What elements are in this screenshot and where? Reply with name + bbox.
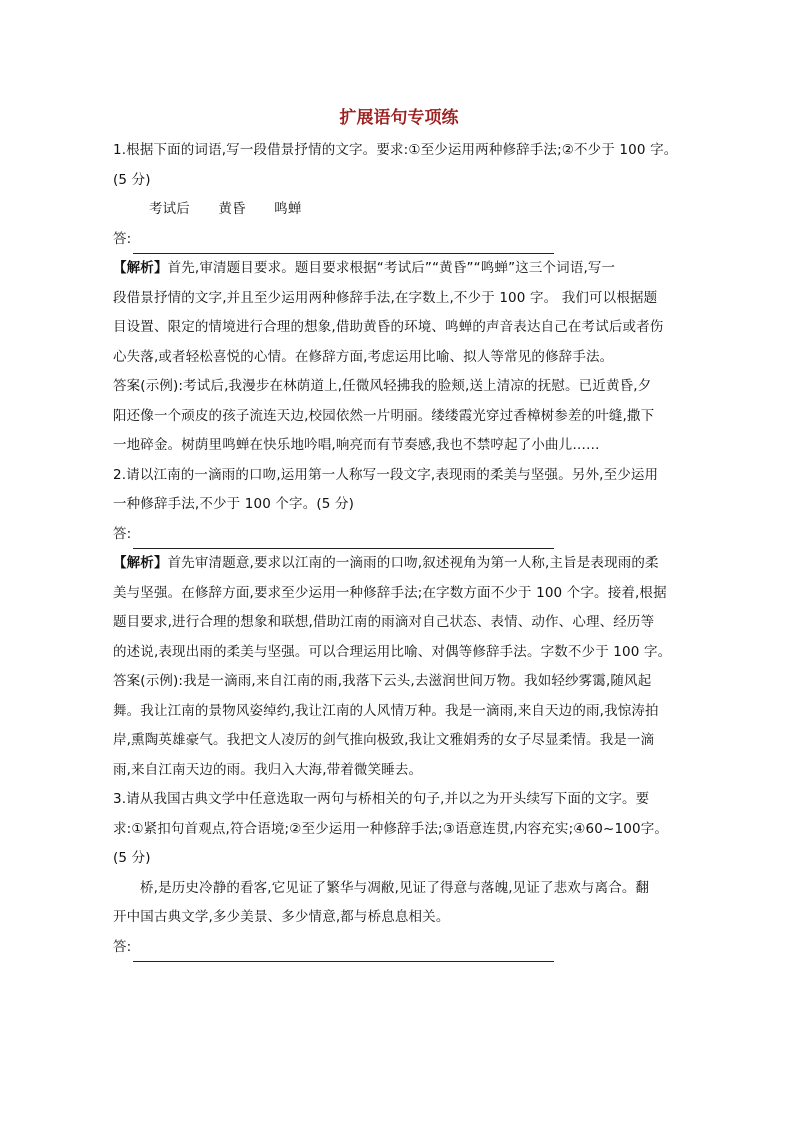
- question-1-line-1: 1.根据下面的词语,写一段借景抒情的文字。要求:①至少运用两种修辞手法;②不少于 100 字。: [113, 142, 678, 158]
- question-1-analysis-line-4: 心失落,或者轻松喜悦的心情。在修辞方面,考虑运用比喻、拟人等常见的修辞手法。: [113, 348, 614, 365]
- question-3-line-2: 求:①紧扣句首观点,符合语境;②至少运用一种修辞手法;③语意连贯,内容充实;④60~100字。: [113, 820, 668, 837]
- question-1-line-2: (5 分): [113, 171, 151, 188]
- question-3-passage-line-1: 桥,是历史冷静的看客,它见证了繁华与凋敝,见证了得意与落魄,见证了悲欢与离合。翻: [140, 879, 650, 896]
- question-1-analysis-line-2: 段借景抒情的文字,并且至少运用两种修辞手法,在字数上,不少于 100 字。 我们可以根据题: [113, 289, 658, 306]
- question-2-answer-line: [113, 520, 685, 550]
- analysis-tag: 【解析】: [113, 260, 168, 276]
- analysis-tag: 【解析】: [113, 555, 168, 571]
- page-title: 扩展语句专项练: [339, 108, 459, 128]
- question-1-answer-line: [113, 225, 685, 255]
- question-1-analysis-line-3: 目设置、限定的情境进行合理的想象,借助黄昏的环境、鸣蝉的声音表达自己在考试后或者伤: [113, 319, 664, 335]
- question-2-sample-line-1: 答案(示例):我是一滴雨,来自江南的雨,我落下云头,去滋润世间万物。我如轻纱雾霭,随风起: [113, 673, 652, 689]
- answer-label: 答:: [113, 938, 132, 955]
- question-1-sample-line-2: 阳还像一个顽皮的孩子流连天边,校园依然一片明丽。缕缕霞光穿过香樟树参差的叶缝,撒下: [113, 407, 655, 424]
- analysis-text: 首先审清题意,要求以江南的一滴雨的口吻,叙述视角为第一人称,主旨是表现雨的柔: [167, 555, 659, 571]
- answer-label: 答:: [113, 525, 132, 542]
- question-1-words: [113, 195, 685, 225]
- question-1: [113, 136, 685, 461]
- question-2-line-2: 一种修辞手法,不少于 100 个字。(5 分): [113, 496, 355, 512]
- question-3-passage-line-2: 开中国古典文学,多少美景、多少情意,都与桥息息相关。: [113, 909, 450, 925]
- answer-blank[interactable]: [133, 233, 554, 254]
- question-1-sample-line-1: 答案(示例):考试后,我漫步在林荫道上,任微风轻拂我的脸颊,送上清凉的抚慰。已近黄昏,夕: [113, 378, 652, 394]
- answer-blank[interactable]: [133, 941, 554, 962]
- question-2-analysis-line-3: 题目要求,进行合理的想象和联想,借助江南的雨滴对自己状态、表情、动作、心理、经历等: [113, 614, 655, 630]
- analysis-text: 首先,审清题目要求。题目要求根据“考试后”“黄昏”“鸣蝉”这三个词语,写一: [167, 260, 616, 276]
- question-2-analysis-line-1: [113, 549, 685, 579]
- question-1-sample-line-3: 一地碎金。树荫里鸣蝉在快乐地吟唱,响亮而有节奏感,我也不禁哼起了小曲儿……: [113, 437, 600, 453]
- word-1: 考试后: [149, 201, 190, 217]
- word-2: 黄昏: [218, 201, 246, 217]
- question-2-sample-line-4: 雨,来自江南天边的雨。我归入大海,带着微笑睡去。: [113, 761, 423, 778]
- question-2-sample-line-2: 舞。我让江南的景物风姿绰约,我让江南的人风情万种。我是一滴雨,来自天边的雨,我惊涛拍: [113, 702, 659, 719]
- question-3-line-3: (5 分): [113, 850, 151, 866]
- question-2-analysis-line-4: 的述说,表现出雨的柔美与坚强。可以合理运用比喻、对偶等修辞手法。字数不少于 100 字。: [113, 643, 672, 660]
- question-2: [113, 461, 685, 786]
- question-3-line-1: 3.请从我国古典文学中任意选取一两句与桥相关的句子,并以之为开头续写下面的文字。要: [113, 791, 650, 807]
- answer-blank[interactable]: [133, 528, 554, 549]
- question-3: [113, 785, 685, 962]
- question-2-sample-line-3: 岸,熏陶英雄豪气。我把文人凌厉的剑气推向极致,我让文雅娟秀的女子尽显柔情。我是一滴: [113, 732, 655, 748]
- answer-label: 答:: [113, 230, 132, 247]
- document-page: [113, 106, 685, 962]
- question-2-analysis-line-2: 美与坚强。在修辞方面,要求至少运用一种修辞手法;在字数方面不少于 100 个字。接着,根据: [113, 584, 667, 601]
- word-3: 鸣蝉: [274, 201, 302, 217]
- question-3-answer-line: [113, 933, 685, 963]
- question-1-analysis-line-1: [113, 254, 685, 284]
- question-2-line-1: 2.请以江南的一滴雨的口吻,运用第一人称写一段文字,表现雨的柔美与坚强。另外,至少运用: [113, 466, 659, 483]
